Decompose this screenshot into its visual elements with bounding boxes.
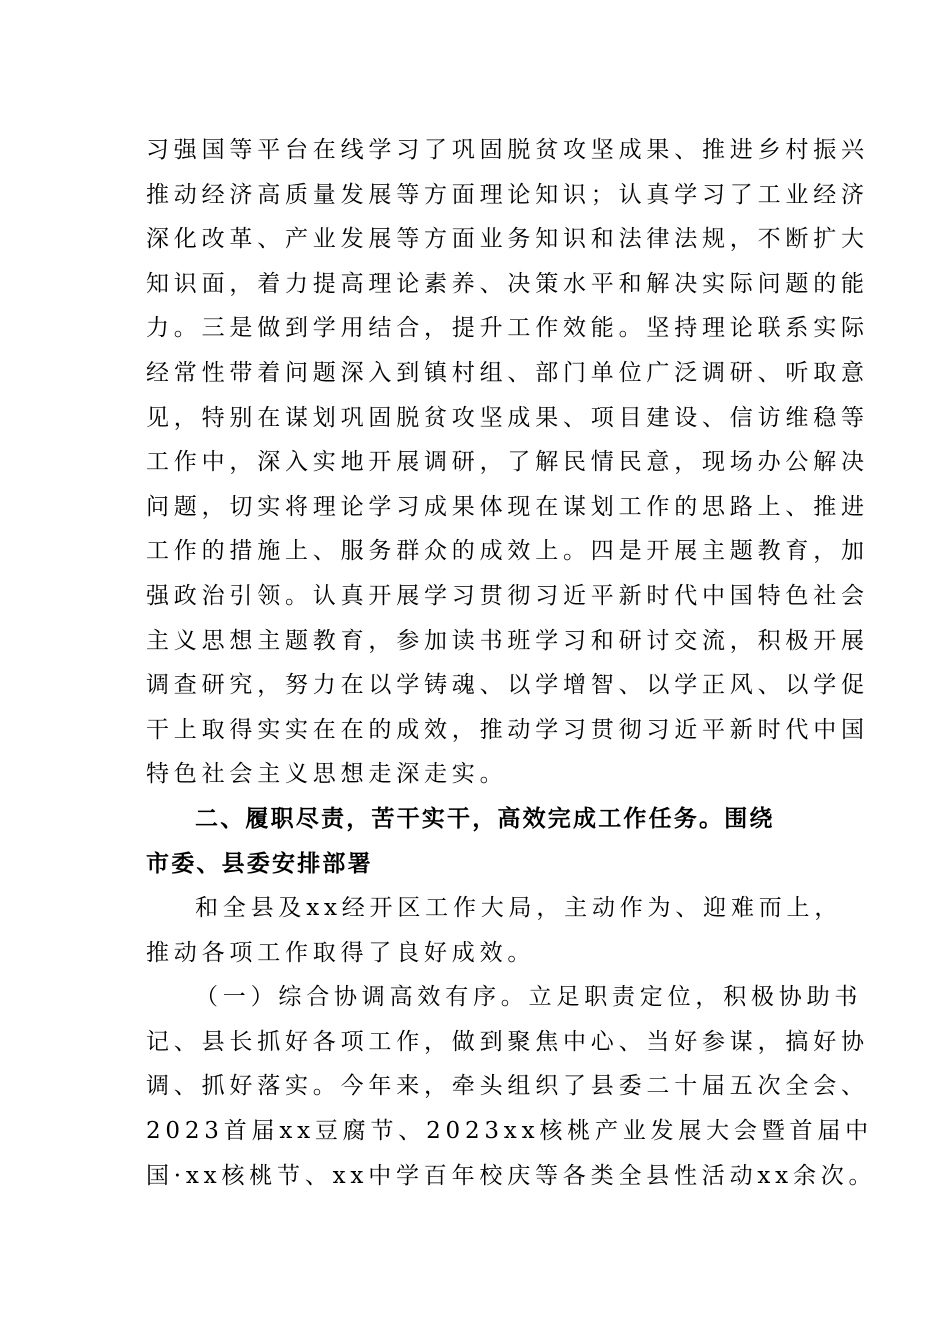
text-line: 推动各项工作取得了良好成效。 (146, 939, 536, 966)
text-line: 强政治引领。认真开展学习贯彻习近平新时代中国特色社会 (146, 582, 869, 609)
text-line: 问题，切实将理论学习成果体现在谋划工作的思路上、推进 (146, 493, 869, 520)
text-line: 经常性带着问题深入到镇村组、部门单位广泛调研、听取意 (146, 359, 869, 386)
text-line: 工作的措施上、服务群众的成效上。四是开展主题教育，加 (146, 538, 869, 565)
text-line: 干上取得实实在在的成效，推动学习贯彻习近平新时代中国 (146, 716, 869, 743)
document-page (146, 128, 877, 1198)
text-line: 和全县及xx经开区工作大局，主动作为、迎难而上， (195, 895, 843, 922)
text-line: 知识面，着力提高理论素养、决策水平和解决实际问题的能 (146, 270, 869, 297)
text-line: （一）综合协调高效有序。立足职责定位，积极协助书 (195, 984, 863, 1011)
heading-line: 二、履职尽责，苦干实干，高效完成工作任务。围绕 (195, 805, 775, 832)
text-line: 主义思想主题教育，参加读书班学习和研讨交流，积极开展 (146, 627, 869, 654)
text-line: 深化改革、产业发展等方面业务知识和法律法规，不断扩大 (146, 226, 869, 253)
text-line: 调查研究，努力在以学铸魂、以学增智、以学正风、以学促 (146, 672, 869, 699)
paragraph-overview (146, 886, 843, 975)
section-heading (146, 797, 808, 886)
paragraph-study (146, 128, 869, 797)
paragraph-coordination (146, 975, 877, 1198)
text-line: 国·xx核桃节、xx中学百年校庆等各类全县性活动xx余次。 (146, 1162, 877, 1189)
text-line: 推动经济高质量发展等方面理论知识；认真学习了工业经济 (146, 181, 869, 208)
heading-line: 市委、县委安排部署 (146, 850, 373, 877)
text-line: 调、抓好落实。今年来，牵头组织了县委二十届五次全会、 (146, 1073, 869, 1100)
text-line: 力。三是做到学用结合，提升工作效能。坚持理论联系实际 (146, 315, 869, 342)
text-line: 见，特别在谋划巩固脱贫攻坚成果、项目建设、信访维稳等 (146, 404, 869, 431)
text-line: 习强国等平台在线学习了巩固脱贫攻坚成果、推进乡村振兴 (146, 137, 869, 163)
text-line: 记、县长抓好各项工作，做到聚焦中心、当好参谋，搞好协 (146, 1028, 869, 1055)
text-line: 2023首届xx豆腐节、2023xx核桃产业发展大会暨首届中 (146, 1118, 873, 1145)
text-line: 工作中，深入实地开展调研，了解民情民意，现场办公解决 (146, 449, 869, 476)
text-line: 特色社会主义思想走深走实。 (146, 761, 508, 788)
